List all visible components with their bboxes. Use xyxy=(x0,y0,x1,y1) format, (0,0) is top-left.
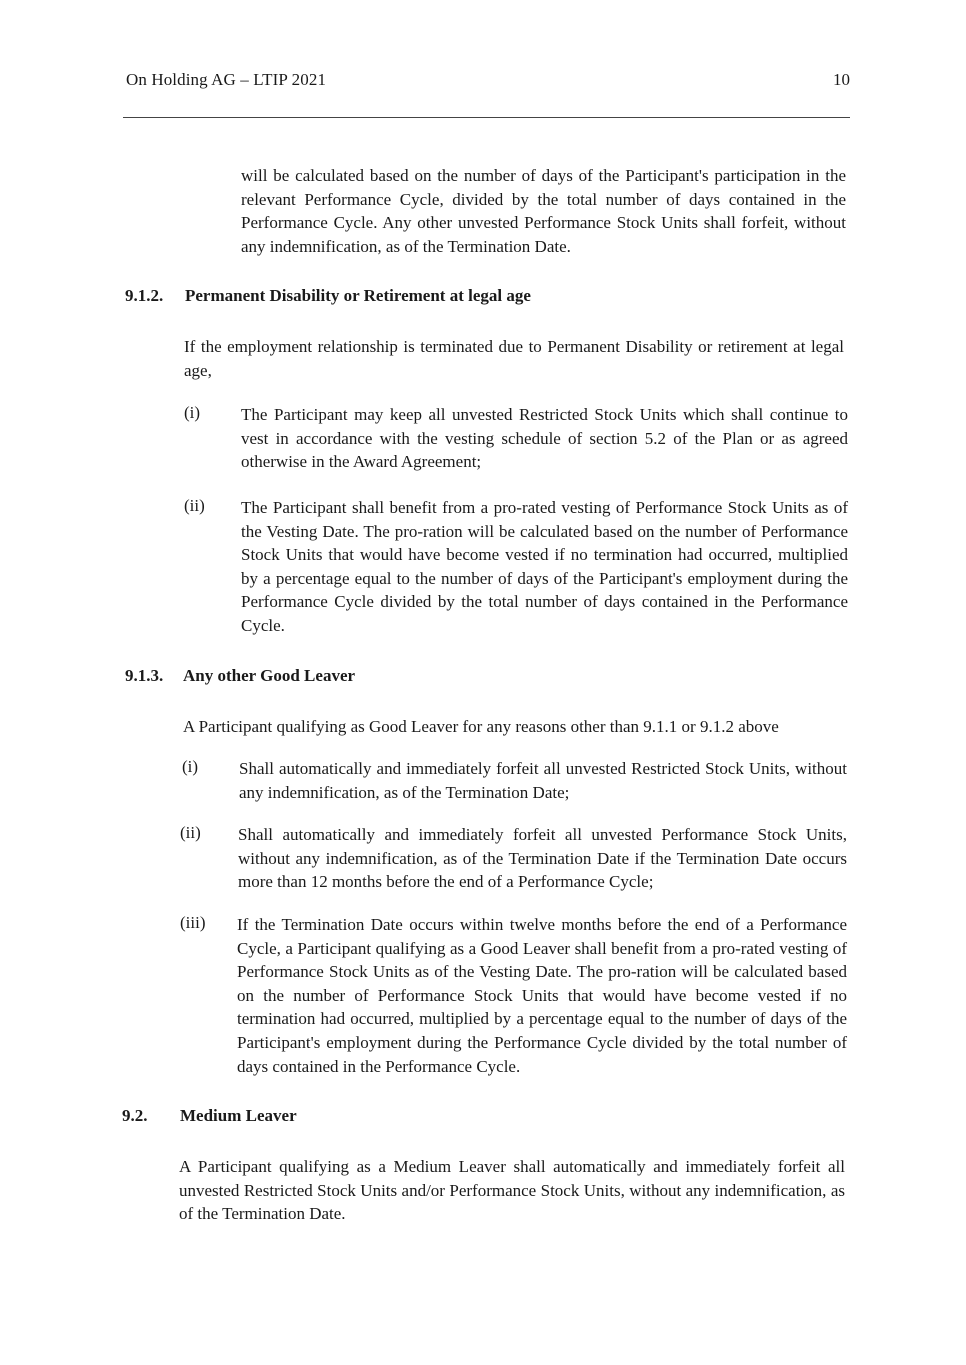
list-item-text: If the Termination Date occurs within twelve months before the end of a Performance Cycle, a Participant qualifying as a Good Leaver shall benefit from a pro-rated vesting of Performance Stock Units as of the Vesting Date. The pro-ration will be calculated based on the number of Performance Stock Units that would have become vested if no termination had occurred, multiplied by a percentage equal to the number of days of the Participant's employment during the Performance Cycle divided by the total number of days contained in the Performance Cycle. xyxy=(237,915,847,1076)
list-item-text: The Participant shall benefit from a pro-rated vesting of Performance Stock Units as of the Vesting Date. The pro-ration will be calculated based on the number of Performance Stock Units that would have become vested if no termination had occurred, multiplied by a percentage equal to the number of days of the Participant's employment during the Performance Cycle divided by the total number of days contained in the Performance Cycle. xyxy=(241,498,848,635)
list-item-text: Shall automatically and immediately forfeit all unvested Restricted Stock Units, without any indemnification, as of the Termination Date; xyxy=(239,759,847,802)
section-intro: If the employment relationship is terminated due to Permanent Disability or retirement at legal age, xyxy=(184,337,844,380)
header-divider xyxy=(123,117,850,118)
document-header-title: On Holding AG – LTIP 2021 xyxy=(126,70,327,89)
section-number: 9.2. xyxy=(122,1106,148,1125)
section-title: Any other Good Leaver xyxy=(183,666,356,685)
list-item-label: (i) xyxy=(182,757,199,776)
section-intro: A Participant qualifying as Good Leaver for any reasons other than 9.1.1 or 9.1.2 above xyxy=(183,717,779,736)
continuation-paragraph: will be calculated based on the number of days of the Participant's participation in the relevant Performance Cycle, divided by the total number of days contained in the Performance Cycle. Any other unvested Performance Stock Units shall forfeit, without any indemnification, as of the Termination Date. xyxy=(241,166,846,256)
list-item-text: The Participant may keep all unvested Restricted Stock Units which shall continue to vest in accordance with the vesting schedule of section 5.2 of the Plan or as agreed otherwise in the Award Agreement; xyxy=(241,405,848,472)
page-number: 10 xyxy=(833,70,850,89)
section-paragraph: A Participant qualifying as a Medium Leaver shall automatically and immediately forfeit all unvested Restricted Stock Units and/or Performance Stock Units, without any indemnification, as of the Termination Date. xyxy=(179,1157,845,1224)
list-item-label: (ii) xyxy=(180,823,201,842)
list-item-label: (iii) xyxy=(180,913,206,932)
section-title: Permanent Disability or Retirement at legal age xyxy=(185,286,531,305)
list-item-label: (ii) xyxy=(184,496,205,515)
section-number: 9.1.3. xyxy=(125,666,164,685)
list-item-text: Shall automatically and immediately forfeit all unvested Performance Stock Units, without any indemnification, as of the Termination Date if the Termination Date occurs more than 12 months before the end of a Performance Cycle; xyxy=(238,825,847,892)
list-item-label: (i) xyxy=(184,403,201,422)
section-title: Medium Leaver xyxy=(180,1106,297,1125)
section-number: 9.1.2. xyxy=(125,286,164,305)
